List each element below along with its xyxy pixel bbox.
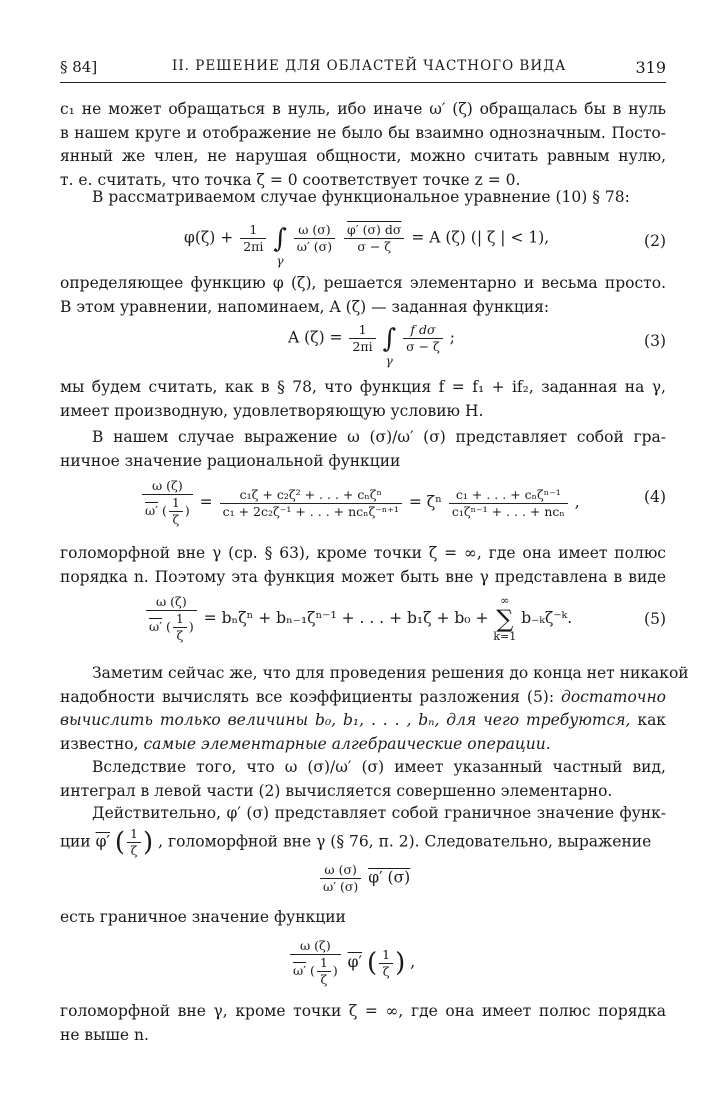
integral-sign: ∫ γ xyxy=(273,223,287,268)
text-line: В рассматриваемом случае функциональное уравнение (10) § 78: xyxy=(92,188,630,206)
integral-sign: ∫ γ xyxy=(382,323,397,368)
frac-num: ω (σ) xyxy=(320,862,361,879)
paren: ( xyxy=(366,948,378,978)
phi-bar: φ′ xyxy=(95,832,110,851)
text-line: голоморфной вне γ, кроме точки ζ = ∞, где она имеет полюс порядка xyxy=(60,1002,666,1020)
text-line: интеграл в левой части (2) вычисляется совершенно элементарно. xyxy=(60,781,613,800)
paragraph-3 xyxy=(60,272,666,319)
section-ref: § 84] xyxy=(60,58,98,76)
paragraph-2 xyxy=(60,186,666,210)
frac-den: ζ xyxy=(172,512,180,527)
eq3-tail: ; xyxy=(449,328,455,347)
frac-num: 1 xyxy=(349,322,375,339)
text-line: порядка n. Поэтому эта функция может быть вне γ представлена в виде xyxy=(60,567,666,586)
summation xyxy=(493,595,516,643)
text-line: голоморфной вне γ (ср. § 63), кроме точки ζ = ∞, где она имеет полюс xyxy=(60,544,666,562)
paragraph-5 xyxy=(60,426,666,473)
equation-7 xyxy=(288,938,415,988)
frac-num: c₁ + . . . + cₙζⁿ⁻¹ xyxy=(449,487,568,504)
eq2-frac-1 xyxy=(240,222,266,255)
italic-span: самые элементарные алгебраические операции. xyxy=(143,734,551,753)
frac-num: ω (ζ) xyxy=(146,594,197,611)
eq2-rhs: = A (ζ) (| ζ | < 1), xyxy=(411,228,550,247)
paragraph-1 xyxy=(60,98,666,192)
omega-bar: ω′ xyxy=(145,503,159,518)
frac-den: c₁ζⁿ⁻¹ + . . . + ncₙ xyxy=(451,503,565,519)
text-line: Вследствие того, что ω (σ)/ω′ (σ) имеет указанный частный вид, xyxy=(92,758,666,776)
frac-den: ζ xyxy=(176,628,184,643)
text-line: есть граничное значение функции xyxy=(60,908,346,926)
frac-num: 1 xyxy=(379,947,393,964)
frac-den: ω′ ( $\frac{1}{\zeta}$ ) xyxy=(145,495,190,527)
inner-frac xyxy=(169,495,183,528)
text-span: , голоморфной вне γ (§ 76, п. 2). Следовательно, выражение xyxy=(158,832,652,851)
eq5-frac-1 xyxy=(146,594,197,644)
text-line: мы будем считать, как в § 78, что функция f = f₁ + if₂, заданная на γ, xyxy=(60,378,666,396)
frac-den: σ − ζ xyxy=(357,239,392,254)
sum-lower: k=1 xyxy=(493,630,517,643)
paragraph-6 xyxy=(60,542,666,589)
frac-den: ω′ ( $\frac{1}{\zeta}$ ) xyxy=(149,611,194,643)
page-number: 319 xyxy=(635,58,666,77)
frac-den: σ − ζ xyxy=(406,339,440,354)
inner-frac xyxy=(379,947,393,980)
text-line: янный же член, не нарушая общности, можно считать равным нулю, xyxy=(60,147,666,165)
text-line: т. е. считать, что точка ζ = 0 соответствует точке z = 0. xyxy=(60,170,521,189)
frac-num: 1 xyxy=(317,955,331,972)
chapter-title: II. РЕШЕНИЕ ДЛЯ ОБЛАСТЕЙ ЧАСТНОГО ВИДА xyxy=(172,58,567,74)
inline-frac xyxy=(127,826,141,859)
text-line xyxy=(60,733,666,757)
running-head xyxy=(60,58,666,83)
paren: ) xyxy=(395,948,406,978)
text-line: Действительно, φ′ (σ) представляет собой граничное значение функ- xyxy=(92,804,666,822)
eq4-zeta-n: = ζⁿ xyxy=(408,493,442,511)
text-line: c₁ не может обращаться в нуль, ибо иначе ω′ (ζ) обращалась бы в нуль xyxy=(60,100,666,118)
frac-num: 1 xyxy=(127,826,141,843)
frac-num: f dσ xyxy=(403,322,443,339)
text-line: определяющее функцию φ (ζ), решается элементарно и весьма просто. xyxy=(60,274,666,292)
text-span: известно, xyxy=(60,734,144,753)
text-span: ции xyxy=(60,832,91,851)
paragraph-9-line-2 xyxy=(60,826,666,859)
eq3-frac-2 xyxy=(403,322,443,355)
sum-term: b₋ₖζ⁻ᵏ. xyxy=(521,609,573,627)
eq2-lhs: φ(ζ) + xyxy=(184,228,234,247)
equation-number: (5) xyxy=(644,610,666,628)
text-line xyxy=(60,686,666,710)
paragraph-10 xyxy=(60,906,666,930)
phi-bar: φ′ xyxy=(347,953,363,971)
eq4-frac-2 xyxy=(220,487,402,520)
text-line: в нашем круге и отображение не было бы взаимно однозначным. Посто- xyxy=(60,123,666,142)
equation-6 xyxy=(318,862,410,895)
eq4-frac-1 xyxy=(142,478,193,528)
eq3-frac-1 xyxy=(349,322,375,355)
text-span: как xyxy=(630,711,666,729)
equals-sign: = xyxy=(199,493,213,511)
frac-num: ω (ζ) xyxy=(290,938,341,955)
frac-den: ω′ (σ) xyxy=(296,239,333,254)
integral-contour: γ xyxy=(276,253,284,268)
equation-2 xyxy=(184,222,550,268)
italic-span: достаточно xyxy=(561,687,666,706)
frac-den: ζ xyxy=(130,843,138,858)
equation-3 xyxy=(288,322,455,368)
omega-bar: ω′ xyxy=(293,963,307,978)
inner-frac xyxy=(317,955,331,988)
italic-span: вычислить только величины b₀, b₁, . . . , bₙ, для чего требуются, xyxy=(60,711,631,729)
eq3-lhs: A (ζ) = xyxy=(288,328,343,347)
frac-num: 1 xyxy=(173,611,187,628)
frac-num: φ′ (σ) dσ xyxy=(344,222,404,239)
eq7-frac xyxy=(290,938,341,988)
frac-den: ω′ (σ) xyxy=(323,879,359,894)
eq6-frac xyxy=(320,862,361,895)
frac-num: 1 xyxy=(169,495,183,512)
frac-num: ω (ζ) xyxy=(142,478,193,495)
frac-den: 2πi xyxy=(352,339,373,354)
text-line: не выше n. xyxy=(60,1025,149,1044)
text-line: В нашем случае выражение ω (σ)/ω′ (σ) представляет собой гра- xyxy=(92,428,666,446)
eq2-frac-2 xyxy=(294,222,335,255)
frac-num: ω (σ) xyxy=(294,222,335,239)
frac-den: ζ xyxy=(382,963,390,979)
frac-den: 2πi xyxy=(243,239,264,254)
frac-num: c₁ζ + c₂ζ² + . . . + cₙζⁿ xyxy=(220,487,402,504)
paragraph-8 xyxy=(60,756,666,803)
text-line: ничное значение рациональной функции xyxy=(60,451,401,470)
paragraph-9 xyxy=(60,802,666,826)
paragraph-11 xyxy=(60,1000,666,1047)
paren: ) xyxy=(143,827,154,858)
frac-den: ω′ ( $\frac{1}{\zeta}$ ) xyxy=(293,955,338,987)
text-line xyxy=(60,709,666,733)
inner-frac xyxy=(173,611,187,644)
integral-contour: γ xyxy=(385,353,393,368)
frac-den: c₁ + 2c₂ζ⁻¹ + . . . + ncₙζ⁻ⁿ⁺¹ xyxy=(222,503,399,519)
text-line: Заметим сейчас же, что для проведения решения до конца нет никакой xyxy=(92,664,689,682)
phi-sigma-bar: φ′ (σ) xyxy=(368,868,411,887)
text-line: В этом уравнении, напоминаем, A (ζ) — заданная функция: xyxy=(60,297,550,316)
eq2-frac-3 xyxy=(344,222,404,255)
text-line: имеет производную, удовлетворяющую условию H. xyxy=(60,401,484,420)
equation-number: (4) xyxy=(644,488,666,506)
eq5-rhs: = bₙζⁿ + bₙ₋₁ζⁿ⁻¹ + . . . + b₁ζ + b₀ + xyxy=(203,609,489,627)
eq4-tail: , xyxy=(574,493,580,511)
paragraph-4 xyxy=(60,376,666,423)
equation-4 xyxy=(140,478,580,528)
equation-5 xyxy=(144,594,572,644)
sum-sign: ∑ xyxy=(496,605,514,633)
equation-number: (2) xyxy=(644,232,666,250)
sum-upper: ∞ xyxy=(500,594,510,607)
eq4-frac-3 xyxy=(449,487,568,520)
equation-number: (3) xyxy=(644,332,666,350)
paragraph-7 xyxy=(60,662,689,756)
eq7-tail: , xyxy=(410,953,416,971)
paren: ( xyxy=(114,827,126,858)
omega-bar: ω′ xyxy=(149,619,163,634)
frac-num: 1 xyxy=(240,222,266,239)
text-span: надобности вычислять все коэффициенты разложения (5): xyxy=(60,687,561,706)
frac-den: ζ xyxy=(320,972,328,987)
